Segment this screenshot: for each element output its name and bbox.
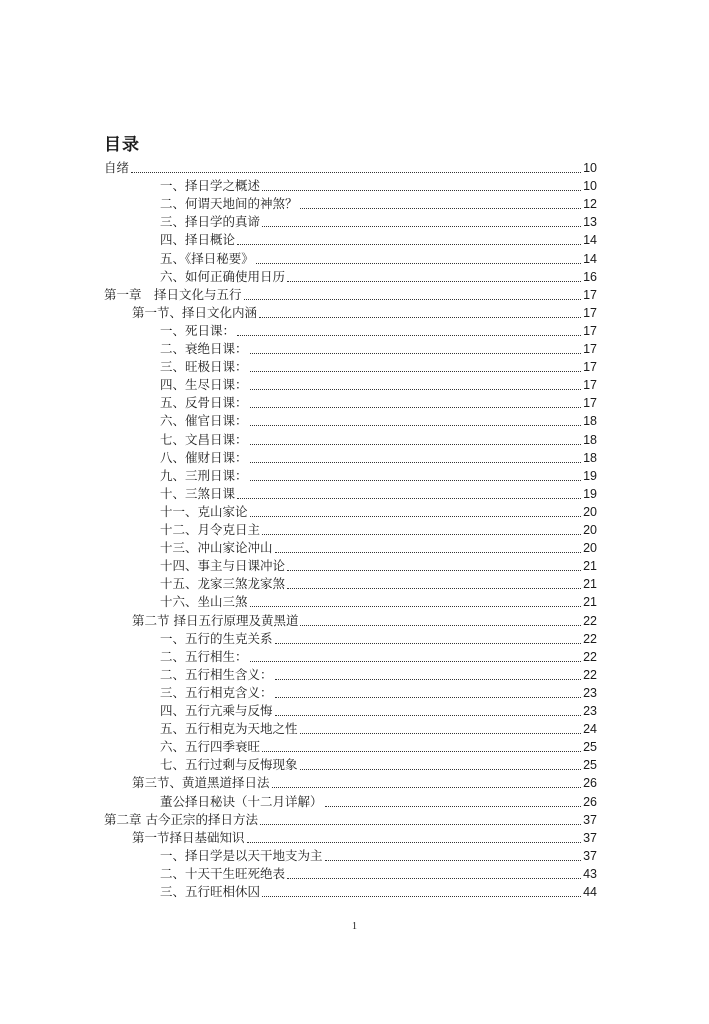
toc-entry[interactable] [104, 811, 597, 829]
toc-entry-page: 13 [583, 215, 597, 230]
toc-entry-label: 二、十天干生旺死绝表 [160, 865, 286, 881]
toc-entry-page: 44 [583, 885, 597, 899]
toc-entry-label: 十、三煞日课 [160, 485, 236, 501]
toc-entry-label: 第二章 古今正宗的择日方法 [104, 811, 258, 827]
toc-entry-page: 20 [583, 541, 597, 556]
toc-entry[interactable] [160, 630, 597, 648]
toc-entry-label: 十五、龙家三煞龙家煞 [160, 576, 286, 592]
toc-entry-page: 25 [583, 740, 597, 755]
toc-entry-page: 17 [583, 305, 597, 320]
toc-entry-label: 二、五行相生含义： [160, 666, 273, 682]
toc-entry-page: 17 [583, 323, 597, 338]
toc-dot-leader [287, 878, 581, 879]
toc-entry[interactable] [160, 593, 597, 611]
toc-dot-leader [250, 606, 582, 607]
toc-entry-page: 17 [583, 396, 597, 411]
toc-entry[interactable] [160, 503, 597, 521]
toc-entry-label: 自绪 [104, 160, 130, 175]
toc-dot-leader [287, 588, 581, 589]
toc-dot-leader [250, 444, 582, 445]
toc-entry-label: 七、五行过剩与反悔现象 [160, 757, 298, 773]
toc-entry-label: 四、生尽日课： [160, 377, 248, 393]
toc-dot-leader [237, 335, 581, 336]
toc-entry[interactable] [160, 250, 597, 268]
toc-dot-leader [300, 208, 582, 209]
toc-entry-label: 三、五行相克含义： [160, 684, 273, 700]
toc-entry-page: 14 [583, 233, 597, 248]
toc-entry-label: 七、文昌日课： [160, 431, 248, 447]
toc-dot-leader [287, 281, 581, 282]
toc-entry-page: 22 [583, 667, 597, 682]
toc-entry[interactable] [160, 213, 597, 231]
toc-entry[interactable] [160, 648, 597, 666]
toc-entry-page: 26 [583, 776, 597, 791]
toc-entry[interactable] [160, 847, 597, 865]
toc-dot-leader [131, 172, 581, 173]
toc-entry[interactable] [160, 756, 597, 774]
toc-entry-page: 22 [583, 649, 597, 664]
toc-entry[interactable] [160, 358, 597, 376]
toc-entry-label: 六、五行四季衰旺 [160, 739, 261, 755]
toc-entry-page: 18 [583, 450, 597, 465]
toc-entry[interactable] [160, 431, 597, 449]
toc-dot-leader [250, 371, 582, 372]
toc-dot-leader [275, 697, 582, 698]
toc-entry-page: 17 [583, 342, 597, 356]
toc-entry-label: 十六、坐山三煞 [160, 594, 248, 610]
toc-dot-leader [247, 842, 582, 843]
toc-dot-leader [250, 425, 582, 426]
toc-entry[interactable] [160, 177, 597, 195]
toc-entry[interactable] [160, 449, 597, 467]
toc-dot-leader [275, 552, 582, 553]
toc-dot-leader [256, 263, 581, 264]
toc-entry-label: 六、催官日课： [160, 413, 248, 429]
toc-dot-leader [250, 353, 582, 354]
toc-entry-page: 26 [583, 794, 597, 809]
toc-entry-label: 二、衰绝日课： [160, 341, 248, 356]
toc-dot-leader [262, 751, 581, 752]
toc-dot-leader [275, 679, 582, 680]
toc-entry-page: 17 [583, 378, 597, 393]
toc-entry[interactable] [160, 793, 597, 811]
toc-dot-leader [300, 625, 581, 626]
toc-entry[interactable] [160, 720, 597, 738]
toc-entry-page: 37 [583, 812, 597, 827]
toc-entry-label: 第一节、择日文化内涵 [132, 304, 258, 320]
toc-dot-leader [250, 480, 582, 481]
toc-entry[interactable] [104, 286, 597, 304]
toc-entry[interactable] [160, 340, 597, 358]
toc-entry-page: 10 [583, 179, 597, 194]
page-number: 1 [352, 921, 357, 932]
toc-entry-page: 43 [583, 866, 597, 881]
toc-dot-leader [287, 570, 581, 571]
toc-entry-label: 一、择日学是以天干地支为主 [160, 847, 323, 863]
toc-entry-page: 17 [583, 360, 597, 375]
toc-entry-label: 六、如何正确使用日历 [160, 268, 286, 284]
toc-entry-label: 九、三刑日课： [160, 467, 248, 483]
toc-entry[interactable] [132, 829, 597, 847]
toc-entry-page: 20 [583, 523, 597, 537]
toc-entry[interactable] [160, 557, 597, 575]
toc-entry-page: 14 [583, 251, 597, 266]
toc-entry[interactable] [160, 394, 597, 412]
toc-entry-label: 第三节、黄道黑道择日法 [132, 775, 270, 791]
toc-entry-label: 一、五行的生克关系 [160, 630, 273, 646]
toc-entry[interactable] [160, 485, 597, 503]
toc-entry-page: 21 [583, 577, 597, 592]
toc-entry[interactable] [160, 412, 597, 430]
toc-dot-leader [262, 896, 581, 897]
toc-entry-page: 16 [583, 269, 597, 284]
toc-entry[interactable] [160, 195, 597, 213]
toc-entry-label: 第二节 择日五行原理及黄黑道 [132, 612, 299, 628]
toc-entry-page: 19 [583, 486, 597, 501]
toc-entry-label: 十一、克山家论 [160, 503, 248, 519]
toc-entry-page: 21 [583, 595, 597, 610]
toc-entry[interactable] [160, 322, 597, 340]
toc-entry-label: 三、择日学的真谛 [160, 214, 261, 230]
toc-entry[interactable] [160, 231, 597, 249]
toc-entry[interactable] [160, 467, 597, 485]
toc-entry[interactable] [160, 702, 597, 720]
toc-dot-leader [262, 226, 581, 227]
toc-entry-page: 18 [583, 432, 597, 447]
toc-entry[interactable] [160, 539, 597, 557]
toc-entry-page: 12 [583, 197, 597, 212]
toc-entry-label: 八、催财日课： [160, 449, 248, 465]
toc-entry-page: 19 [583, 468, 597, 483]
toc-dot-leader [272, 787, 582, 788]
toc-dot-leader [250, 661, 582, 662]
toc-dot-leader [259, 317, 581, 318]
toc-entry-label: 十三、冲山家论冲山 [160, 540, 273, 556]
toc-dot-leader [237, 498, 581, 499]
toc-dot-leader [250, 462, 582, 463]
toc-entry-label: 第一章 择日文化与五行 [104, 286, 242, 302]
toc-dot-leader [300, 769, 582, 770]
toc-title: 目录 [104, 135, 140, 155]
toc-dot-leader [250, 516, 582, 517]
toc-dot-leader [237, 244, 581, 245]
toc-dot-leader [275, 643, 582, 644]
toc-dot-leader [275, 715, 582, 716]
toc-entry[interactable] [160, 268, 597, 286]
toc-entry-page: 23 [583, 685, 597, 700]
toc-entry-page: 20 [583, 504, 597, 519]
toc-entry-label: 十四、事主与日课冲论 [160, 558, 286, 574]
toc-entry-label: 一、死日课： [160, 322, 236, 338]
toc-entry-label: 四、五行亢乘与反悔 [160, 703, 273, 718]
toc-entry-label: 二、五行相生： [160, 648, 248, 664]
toc-entry-page: 22 [583, 631, 597, 646]
toc-entry-label: 三、五行旺相休囚 [160, 884, 261, 899]
toc-entry-page: 22 [583, 613, 597, 628]
toc-entry-label: 董公择日秘诀（十二月详解） [160, 793, 323, 809]
toc-entry[interactable] [132, 304, 597, 322]
toc-entry[interactable] [132, 612, 597, 630]
toc-entry[interactable] [160, 575, 597, 593]
toc-entry[interactable] [160, 684, 597, 702]
toc-dot-leader [262, 534, 581, 535]
toc-entry-page: 17 [583, 287, 597, 302]
toc-entry-page: 10 [583, 161, 597, 175]
toc-entry[interactable] [160, 865, 597, 883]
toc-entry-page: 37 [583, 848, 597, 863]
toc-entry-page: 25 [583, 758, 597, 773]
toc-entry-label: 一、择日学之概述 [160, 178, 261, 194]
toc-entry[interactable] [160, 376, 597, 394]
toc-dot-leader [260, 824, 581, 825]
toc-dot-leader [250, 407, 582, 408]
toc-entry[interactable] [160, 521, 597, 539]
toc-dot-leader [262, 190, 581, 191]
toc-dot-leader [325, 806, 582, 807]
toc-entry-page: 24 [583, 722, 597, 737]
toc-entry[interactable] [104, 159, 597, 177]
toc-dot-leader [250, 389, 582, 390]
toc-entry-page: 18 [583, 414, 597, 429]
toc-dot-leader [244, 299, 582, 300]
toc-entry-label: 二、何谓天地间的神煞？ [160, 196, 298, 212]
toc-entry[interactable] [160, 666, 597, 684]
toc-dot-leader [300, 733, 582, 734]
toc-entry[interactable] [132, 774, 597, 792]
toc-entry-label: 五、反骨日课： [160, 395, 248, 411]
toc-entry-label: 三、旺极日课： [160, 359, 248, 375]
toc-entry[interactable] [160, 738, 597, 756]
toc-dot-leader [325, 860, 582, 861]
toc-entry-label: 十二、月令克日主 [160, 522, 261, 537]
toc-entry-page: 23 [583, 704, 597, 718]
toc-entry-page: 37 [583, 830, 597, 845]
toc-entry-label: 五、五行相克为天地之性 [160, 721, 298, 737]
toc-entry-label: 四、择日概论 [160, 232, 236, 248]
toc-entry-label: 五、《择日秘要》 [160, 250, 254, 266]
toc-entry-page: 21 [583, 559, 597, 574]
toc-entry[interactable] [160, 883, 597, 901]
toc-entry-label: 第一节择日基础知识 [132, 829, 245, 845]
